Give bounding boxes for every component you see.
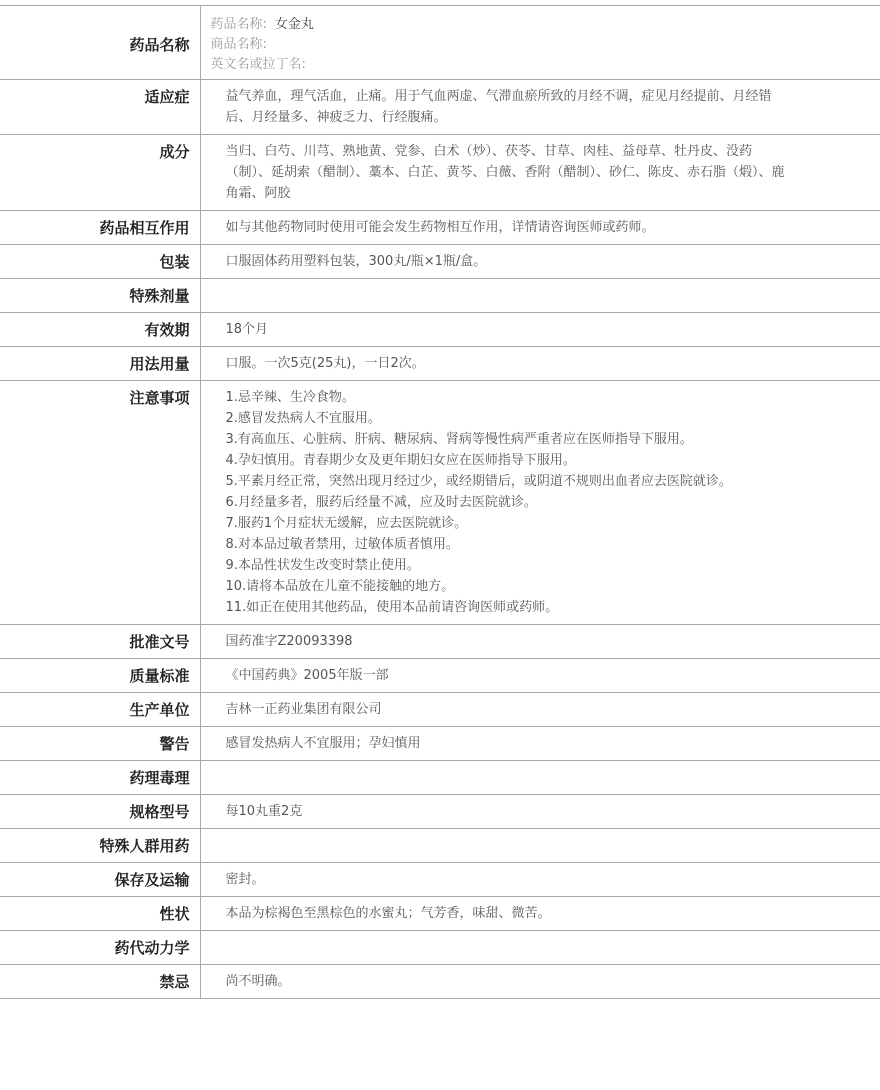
precautions-list [200,381,880,625]
row-label: 规格型号 [0,795,200,829]
row-label: 性状 [0,897,200,931]
row-value: 益气养血，理气活血，止痛。用于气血两虚、气滞血瘀所致的月经不调，症见月经提前、月经错后、月经量多、神疲乏力、行经腹痛。 [225,89,772,125]
row-value: 《中国药典》2005年版一部 [225,668,389,683]
spec-row-quality-standard [0,659,880,693]
row-value: 本品为棕褐色至黑棕色的水蜜丸；气芳香，味甜、微苦。 [225,906,551,921]
row-label: 注意事项 [0,381,200,625]
row-label: 特殊人群用药 [0,829,200,863]
row-label: 保存及运输 [0,863,200,897]
precaution-item: 9.本品性状发生改变时禁止使用。 [225,558,420,573]
row-label: 成分 [0,135,200,211]
row-value: 感冒发热病人不宜服用；孕妇慎用 [225,736,421,751]
row-label: 质量标准 [0,659,200,693]
row-value: 吉林一正药业集团有限公司 [225,702,382,717]
spec-row-usage [0,347,880,381]
row-value: 每10丸重2克 [225,804,303,819]
spec-row-pharmacokinetics [0,931,880,965]
row-label: 生产单位 [0,693,200,727]
precaution-item: 6.月经量多者，服药后经量不减，应及时去医院就诊。 [225,495,537,510]
spec-row-storage [0,863,880,897]
row-label: 警告 [0,727,200,761]
row-value [200,761,880,795]
row-value: 尚不明确。 [225,974,291,989]
precaution-item: 3.有高血压、心脏病、肝病、糖尿病、肾病等慢性病严重者应在医师指导下服用。 [225,432,693,447]
drug-name-value: 女金丸 [274,17,314,32]
row-value [200,931,880,965]
spec-row-interactions [0,211,880,245]
spec-row-manufacturer [0,693,880,727]
drug-name-block [200,6,880,80]
spec-row-precautions [0,381,880,625]
precaution-item: 4.孕妇慎用。青春期少女及更年期妇女应在医师指导下服用。 [225,453,576,468]
precaution-item: 11.如正在使用其他药品，使用本品前请咨询医师或药师。 [225,600,559,615]
spec-row-description [0,897,880,931]
spec-row-warning [0,727,880,761]
row-label: 药品相互作用 [0,211,200,245]
precaution-item: 1.忌辛辣、生冷食物。 [225,390,355,405]
spec-row-approval-number [0,625,880,659]
row-label: 药理毒理 [0,761,200,795]
row-value [200,829,880,863]
spec-row-special-dosage [0,279,880,313]
row-value [200,279,880,313]
precaution-item: 8.对本品过敏者禁用，过敏体质者慎用。 [225,537,459,552]
row-value: 当归、白芍、川芎、熟地黄、党参、白术（炒）、茯苓、甘草、肉桂、益母草、牡丹皮、没药（制）、延胡索（醋制）、藁本、白芷、黄芩、白薇、香附（醋制）、砂仁、陈皮、赤石脂（煅）、鹿角霜、阿胶 [225,144,785,201]
english-name-key: 英文名或拉丁名: [210,57,306,72]
row-value: 国药准字Z20093398 [225,634,353,649]
drug-spec-table [0,5,880,999]
row-label: 包装 [0,245,200,279]
row-value: 密封。 [225,872,265,887]
spec-row-special-populations [0,829,880,863]
spec-row-contraindications [0,965,880,999]
spec-row-shelf-life [0,313,880,347]
precaution-item: 5.平素月经正常，突然出现月经过少，或经期错后，或阴道不规则出血者应去医院就诊。 [225,474,732,489]
trade-name-line [211,35,791,55]
row-label: 特殊剂量 [0,279,200,313]
english-name-line [211,55,791,75]
row-label: 用法用量 [0,347,200,381]
spec-row-drug-name [0,6,880,80]
row-value: 18个月 [225,322,269,337]
spec-row-pharmacology [0,761,880,795]
row-label: 批准文号 [0,625,200,659]
row-label: 有效期 [0,313,200,347]
row-label: 药品名称 [0,6,200,80]
spec-row-packaging [0,245,880,279]
row-value: 口服固体药用塑料包装，300丸/瓶×1瓶/盒。 [225,254,487,269]
row-value: 口服。一次5克(25丸)，一日2次。 [225,356,425,371]
precaution-item: 2.感冒发热病人不宜服用。 [225,411,381,426]
drug-name-key: 药品名称: [210,17,267,32]
row-label: 药代动力学 [0,931,200,965]
drug-name-line [211,15,791,35]
precaution-item: 7.服药1个月症状无缓解，应去医院就诊。 [225,516,468,531]
precaution-item: 10.请将本品放在儿童不能接触的地方。 [225,579,455,594]
trade-name-key: 商品名称: [210,37,267,52]
row-value: 如与其他药物同时使用可能会发生药物相互作用，详情请咨询医师或药师。 [225,220,655,235]
row-label: 适应症 [0,80,200,135]
spec-row-ingredients [0,135,880,211]
spec-row-indications [0,80,880,135]
row-label: 禁忌 [0,965,200,999]
spec-row-specification [0,795,880,829]
